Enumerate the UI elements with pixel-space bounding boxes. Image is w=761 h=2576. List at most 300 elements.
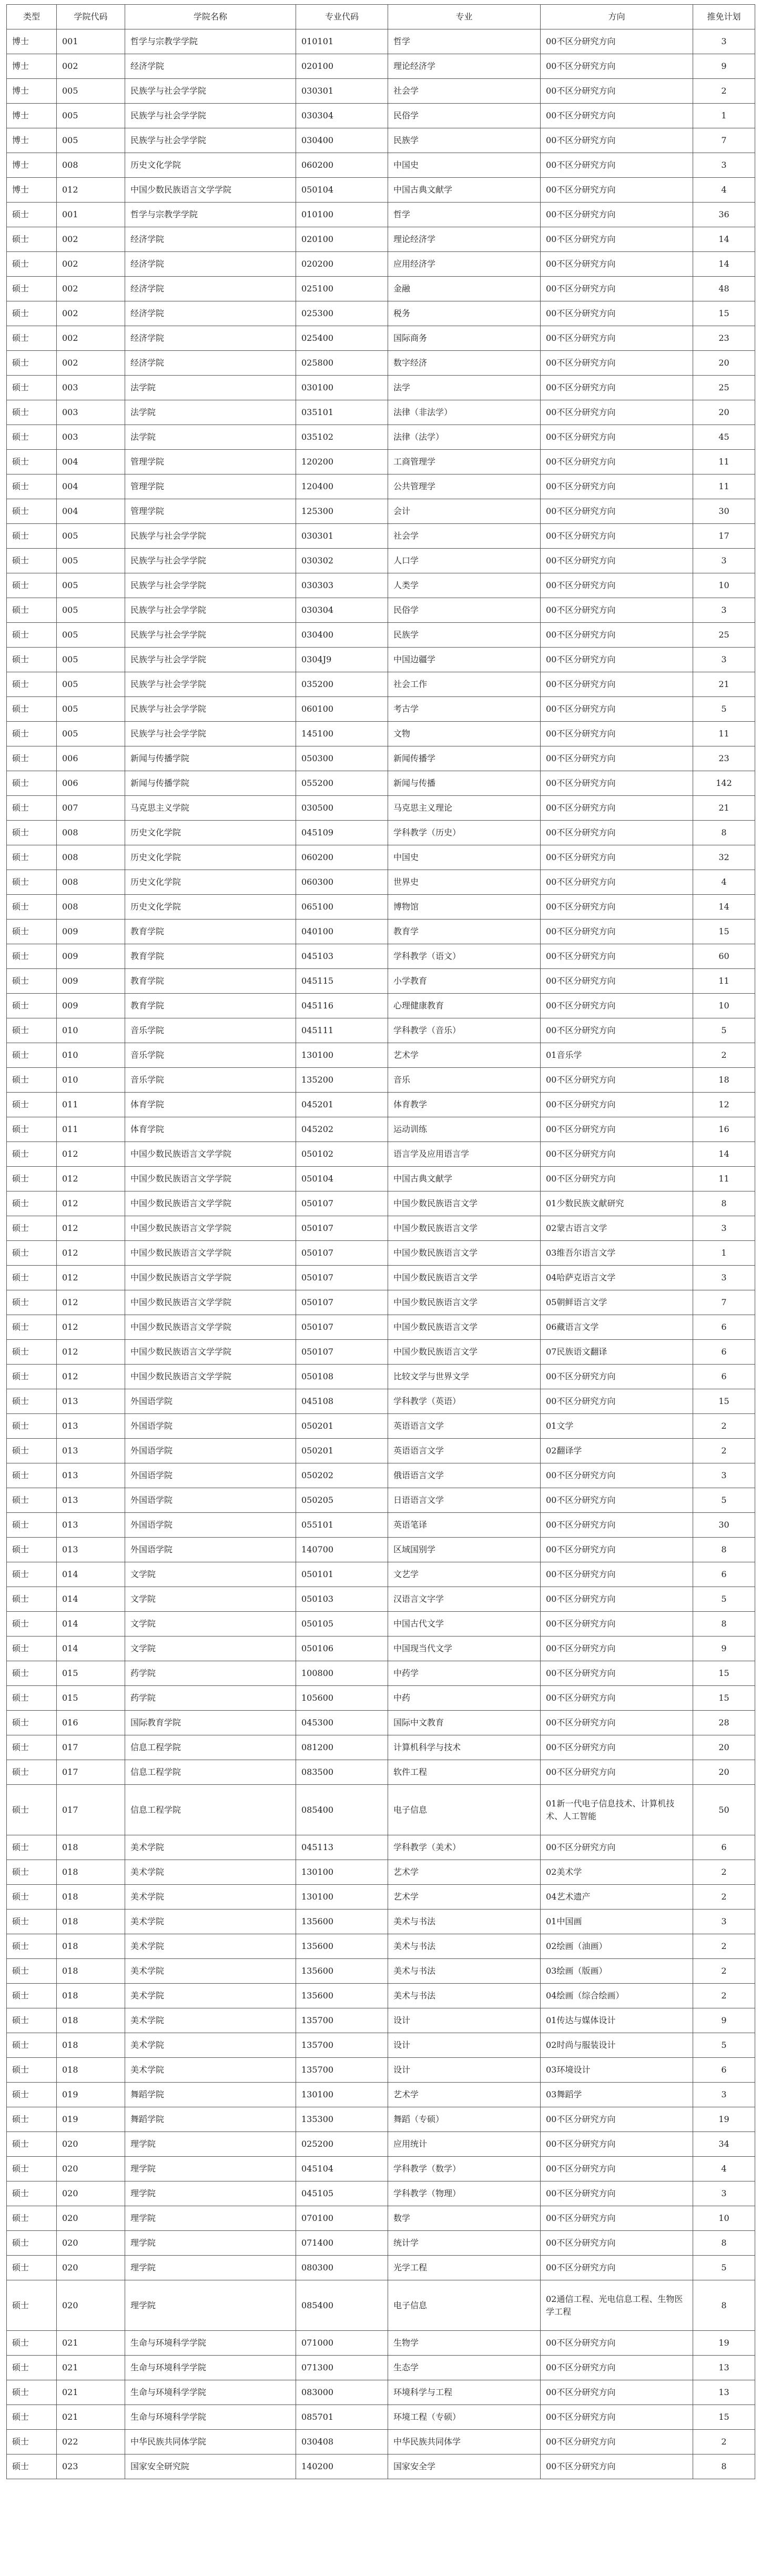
cell-college-code: 008 [57, 895, 125, 920]
cell-major-code: 060200 [296, 845, 388, 870]
cell-major-code: 081200 [296, 1735, 388, 1760]
cell-direction: 04艺术遗产 [541, 1885, 693, 1910]
cell-college-code: 004 [57, 474, 125, 499]
cell-college-code: 009 [57, 969, 125, 994]
cell-college-code: 012 [57, 1290, 125, 1315]
cell-major: 学科教学（英语） [388, 1389, 541, 1414]
cell-type: 博士 [7, 178, 57, 203]
cell-major-code: 080300 [296, 2256, 388, 2280]
cell-quota: 5 [693, 1587, 755, 1612]
cell-college-code: 011 [57, 1093, 125, 1117]
cell-type: 硕士 [7, 1340, 57, 1365]
cell-college-code: 023 [57, 2454, 125, 2479]
cell-direction: 00不区分研究方向 [541, 573, 693, 598]
table-row [7, 1463, 755, 1488]
cell-major-code: 055200 [296, 771, 388, 796]
cell-major-code: 135200 [296, 1068, 388, 1093]
table-row [7, 1043, 755, 1068]
table-row [7, 1711, 755, 1735]
cell-major: 国家安全学 [388, 2454, 541, 2479]
cell-college-code: 005 [57, 524, 125, 549]
cell-major: 环境工程（专硕） [388, 2405, 541, 2430]
cell-college-code: 010 [57, 1043, 125, 1068]
table-row [7, 1860, 755, 1885]
cell-quota: 2 [693, 2430, 755, 2454]
cell-quota: 36 [693, 203, 755, 227]
table-row [7, 351, 755, 376]
cell-major-code: 050107 [296, 1290, 388, 1315]
cell-college-code: 011 [57, 1117, 125, 1142]
cell-type: 硕士 [7, 821, 57, 845]
cell-major-code: 035200 [296, 672, 388, 697]
cell-type: 硕士 [7, 1414, 57, 1439]
cell-direction: 00不区分研究方向 [541, 1463, 693, 1488]
table-row [7, 227, 755, 252]
cell-college-name: 美术学院 [125, 1959, 296, 1984]
cell-direction: 00不区分研究方向 [541, 870, 693, 895]
cell-college-name: 民族学与社会学学院 [125, 697, 296, 722]
cell-major-code: 025800 [296, 351, 388, 376]
cell-major-code: 135600 [296, 1984, 388, 2008]
cell-major-code: 050107 [296, 1216, 388, 1241]
cell-direction: 00不区分研究方向 [541, 796, 693, 821]
cell-major: 心理健康教育 [388, 994, 541, 1018]
cell-college-name: 马克思主义学院 [125, 796, 296, 821]
cell-major: 民俗学 [388, 598, 541, 623]
cell-quota: 3 [693, 1910, 755, 1934]
cell-major: 博物馆 [388, 895, 541, 920]
cell-major: 计算机科学与技术 [388, 1735, 541, 1760]
cell-quota: 17 [693, 524, 755, 549]
cell-major: 体育教学 [388, 1093, 541, 1117]
cell-quota: 3 [693, 29, 755, 54]
table-row [7, 1735, 755, 1760]
cell-direction: 00不区分研究方向 [541, 994, 693, 1018]
table-row [7, 203, 755, 227]
cell-college-name: 中国少数民族语言文学学院 [125, 1142, 296, 1167]
cell-direction: 00不区分研究方向 [541, 524, 693, 549]
cell-college-name: 理学院 [125, 2280, 296, 2331]
cell-college-name: 民族学与社会学学院 [125, 598, 296, 623]
cell-major-code: 130100 [296, 1885, 388, 1910]
cell-college-code: 021 [57, 2331, 125, 2356]
cell-college-name: 中国少数民族语言文学学院 [125, 1266, 296, 1290]
cell-direction: 00不区分研究方向 [541, 1612, 693, 1636]
cell-type: 硕士 [7, 697, 57, 722]
cell-direction: 02时尚与服装设计 [541, 2033, 693, 2058]
cell-type: 硕士 [7, 1439, 57, 1463]
cell-college-name: 新闻与传播学院 [125, 746, 296, 771]
cell-college-code: 016 [57, 1711, 125, 1735]
header-row [7, 5, 755, 29]
table-row [7, 524, 755, 549]
table-row [7, 1018, 755, 1043]
cell-major-code: 045202 [296, 1117, 388, 1142]
cell-college-name: 理学院 [125, 2157, 296, 2181]
cell-direction: 00不区分研究方向 [541, 178, 693, 203]
cell-college-name: 文学院 [125, 1612, 296, 1636]
cell-major-code: 020100 [296, 54, 388, 79]
cell-major-code: 050105 [296, 1612, 388, 1636]
cell-quota: 3 [693, 549, 755, 573]
cell-quota: 9 [693, 1636, 755, 1661]
cell-college-name: 音乐学院 [125, 1068, 296, 1093]
cell-direction: 00不区分研究方向 [541, 1562, 693, 1587]
cell-college-code: 015 [57, 1661, 125, 1686]
cell-direction: 00不区分研究方向 [541, 2356, 693, 2380]
cell-major: 英语笔译 [388, 1513, 541, 1538]
cell-type: 硕士 [7, 1513, 57, 1538]
cell-type: 硕士 [7, 1365, 57, 1389]
cell-direction: 00不区分研究方向 [541, 227, 693, 252]
cell-college-code: 007 [57, 796, 125, 821]
cell-college-name: 信息工程学院 [125, 1785, 296, 1835]
header-college-code: 学院代码 [57, 5, 125, 29]
cell-type: 硕士 [7, 351, 57, 376]
cell-quota: 3 [693, 1463, 755, 1488]
cell-direction: 00不区分研究方向 [541, 944, 693, 969]
cell-college-name: 美术学院 [125, 1835, 296, 1860]
cell-major: 光学工程 [388, 2256, 541, 2280]
cell-major-code: 035101 [296, 400, 388, 425]
cell-college-name: 民族学与社会学学院 [125, 524, 296, 549]
cell-major: 美术与书法 [388, 1934, 541, 1959]
cell-type: 硕士 [7, 1389, 57, 1414]
cell-college-code: 005 [57, 573, 125, 598]
cell-type: 硕士 [7, 672, 57, 697]
cell-college-name: 外国语学院 [125, 1463, 296, 1488]
cell-type: 硕士 [7, 1984, 57, 2008]
cell-major: 艺术学 [388, 1885, 541, 1910]
cell-major: 语言学及应用语言学 [388, 1142, 541, 1167]
cell-college-code: 020 [57, 2181, 125, 2206]
table-row [7, 1885, 755, 1910]
cell-direction: 00不区分研究方向 [541, 1760, 693, 1785]
cell-type: 硕士 [7, 2058, 57, 2083]
cell-major-code: 050107 [296, 1315, 388, 1340]
cell-direction: 00不区分研究方向 [541, 1587, 693, 1612]
cell-major-code: 050103 [296, 1587, 388, 1612]
cell-direction: 00不区分研究方向 [541, 771, 693, 796]
table-row [7, 2280, 755, 2331]
cell-quota: 25 [693, 376, 755, 400]
cell-college-code: 004 [57, 450, 125, 474]
cell-quota: 6 [693, 1340, 755, 1365]
cell-major: 统计学 [388, 2231, 541, 2256]
cell-major-code: 045115 [296, 969, 388, 994]
cell-direction: 00不区分研究方向 [541, 376, 693, 400]
cell-major: 中国古代文学 [388, 1612, 541, 1636]
table-row [7, 1340, 755, 1365]
cell-college-name: 哲学与宗教学学院 [125, 203, 296, 227]
cell-college-code: 005 [57, 104, 125, 128]
cell-college-name: 外国语学院 [125, 1439, 296, 1463]
table-row [7, 29, 755, 54]
cell-type: 硕士 [7, 969, 57, 994]
cell-direction: 01传达与媒体设计 [541, 2008, 693, 2033]
table-row [7, 2058, 755, 2083]
cell-major: 日语语言文学 [388, 1488, 541, 1513]
cell-college-name: 美术学院 [125, 1934, 296, 1959]
cell-quota: 142 [693, 771, 755, 796]
cell-major: 新闻传播学 [388, 746, 541, 771]
cell-type: 硕士 [7, 2356, 57, 2380]
cell-major-code: 083000 [296, 2380, 388, 2405]
cell-major-code: 085400 [296, 1785, 388, 1835]
cell-type: 硕士 [7, 1043, 57, 1068]
cell-college-name: 哲学与宗教学学院 [125, 29, 296, 54]
table-row [7, 2356, 755, 2380]
cell-quota: 32 [693, 845, 755, 870]
cell-type: 硕士 [7, 1860, 57, 1885]
cell-college-name: 美术学院 [125, 1984, 296, 2008]
cell-major: 理论经济学 [388, 227, 541, 252]
cell-major: 中国边疆学 [388, 648, 541, 672]
table-row [7, 1934, 755, 1959]
cell-major: 哲学 [388, 203, 541, 227]
cell-quota: 13 [693, 2380, 755, 2405]
cell-type: 硕士 [7, 203, 57, 227]
cell-type: 硕士 [7, 1711, 57, 1735]
cell-college-code: 012 [57, 1340, 125, 1365]
cell-college-name: 经济学院 [125, 301, 296, 326]
cell-major: 数学 [388, 2206, 541, 2231]
cell-type: 硕士 [7, 474, 57, 499]
cell-type: 硕士 [7, 1290, 57, 1315]
cell-direction: 01音乐学 [541, 1043, 693, 1068]
table-row [7, 598, 755, 623]
cell-college-code: 008 [57, 821, 125, 845]
cell-quota: 13 [693, 2356, 755, 2380]
cell-major: 会计 [388, 499, 541, 524]
cell-type: 硕士 [7, 2083, 57, 2107]
cell-college-name: 中国少数民族语言文学学院 [125, 1216, 296, 1241]
cell-quota: 19 [693, 2331, 755, 2356]
cell-college-code: 018 [57, 1934, 125, 1959]
cell-direction: 00不区分研究方向 [541, 1093, 693, 1117]
cell-college-code: 009 [57, 920, 125, 944]
table-row [7, 1142, 755, 1167]
cell-quota: 30 [693, 1513, 755, 1538]
cell-major: 法学 [388, 376, 541, 400]
cell-major-code: 050107 [296, 1340, 388, 1365]
cell-direction: 00不区分研究方向 [541, 1167, 693, 1191]
cell-direction: 00不区分研究方向 [541, 2380, 693, 2405]
cell-major: 软件工程 [388, 1760, 541, 1785]
cell-major-code: 120400 [296, 474, 388, 499]
cell-major: 人口学 [388, 549, 541, 573]
cell-direction: 00不区分研究方向 [541, 2157, 693, 2181]
cell-college-name: 民族学与社会学学院 [125, 672, 296, 697]
cell-direction: 00不区分研究方向 [541, 2181, 693, 2206]
cell-major: 中国少数民族语言文学 [388, 1216, 541, 1241]
cell-direction: 00不区分研究方向 [541, 2231, 693, 2256]
cell-major-code: 040100 [296, 920, 388, 944]
cell-major-code: 0304J9 [296, 648, 388, 672]
cell-major: 中国古典文献学 [388, 1167, 541, 1191]
cell-type: 硕士 [7, 1538, 57, 1562]
table-row [7, 153, 755, 178]
table-row [7, 771, 755, 796]
cell-major: 中国现当代文学 [388, 1636, 541, 1661]
cell-college-name: 法学院 [125, 376, 296, 400]
cell-direction: 00不区分研究方向 [541, 1365, 693, 1389]
cell-college-code: 003 [57, 376, 125, 400]
cell-major: 中国少数民族语言文学 [388, 1191, 541, 1216]
cell-college-name: 体育学院 [125, 1117, 296, 1142]
cell-quota: 2 [693, 1439, 755, 1463]
cell-college-code: 014 [57, 1562, 125, 1587]
table-row [7, 2181, 755, 2206]
table-row [7, 1910, 755, 1934]
cell-direction: 04哈萨克语言文学 [541, 1266, 693, 1290]
cell-quota: 2 [693, 1885, 755, 1910]
cell-quota: 5 [693, 1488, 755, 1513]
cell-college-code: 012 [57, 178, 125, 203]
cell-quota: 14 [693, 252, 755, 277]
cell-college-name: 外国语学院 [125, 1414, 296, 1439]
cell-college-code: 018 [57, 1959, 125, 1984]
table-row [7, 1612, 755, 1636]
cell-major: 设计 [388, 2058, 541, 2083]
cell-quota: 11 [693, 474, 755, 499]
cell-major-code: 050205 [296, 1488, 388, 1513]
cell-major: 民族学 [388, 623, 541, 648]
cell-quota: 14 [693, 895, 755, 920]
cell-type: 硕士 [7, 1463, 57, 1488]
cell-direction: 00不区分研究方向 [541, 2107, 693, 2132]
cell-type: 硕士 [7, 796, 57, 821]
cell-major-code: 025300 [296, 301, 388, 326]
cell-college-code: 018 [57, 1860, 125, 1885]
table-row [7, 1191, 755, 1216]
cell-direction: 05朝鲜语言文学 [541, 1290, 693, 1315]
cell-quota: 8 [693, 2454, 755, 2479]
cell-major: 新闻与传播 [388, 771, 541, 796]
cell-type: 硕士 [7, 1093, 57, 1117]
cell-quota: 3 [693, 648, 755, 672]
cell-college-code: 005 [57, 697, 125, 722]
table-row [7, 1117, 755, 1142]
cell-quota: 45 [693, 425, 755, 450]
cell-college-code: 006 [57, 746, 125, 771]
cell-direction: 00不区分研究方向 [541, 351, 693, 376]
table-row [7, 549, 755, 573]
cell-direction: 02蒙古语言文学 [541, 1216, 693, 1241]
cell-quota: 9 [693, 54, 755, 79]
cell-college-name: 外国语学院 [125, 1538, 296, 1562]
cell-type: 硕士 [7, 252, 57, 277]
cell-type: 硕士 [7, 870, 57, 895]
cell-type: 硕士 [7, 598, 57, 623]
cell-direction: 00不区分研究方向 [541, 1538, 693, 1562]
cell-type: 硕士 [7, 920, 57, 944]
table-row [7, 821, 755, 845]
cell-college-code: 012 [57, 1142, 125, 1167]
cell-major-code: 030304 [296, 104, 388, 128]
cell-college-code: 012 [57, 1191, 125, 1216]
cell-college-code: 002 [57, 301, 125, 326]
cell-college-name: 美术学院 [125, 1910, 296, 1934]
cell-major: 学科教学（美术） [388, 1835, 541, 1860]
cell-college-code: 005 [57, 598, 125, 623]
cell-type: 博士 [7, 153, 57, 178]
cell-college-name: 理学院 [125, 2256, 296, 2280]
cell-college-code: 021 [57, 2405, 125, 2430]
cell-quota: 20 [693, 1735, 755, 1760]
cell-quota: 2 [693, 79, 755, 104]
cell-type: 硕士 [7, 722, 57, 746]
cell-direction: 00不区分研究方向 [541, 400, 693, 425]
cell-college-name: 美术学院 [125, 2033, 296, 2058]
cell-type: 硕士 [7, 1661, 57, 1686]
cell-quota: 2 [693, 1934, 755, 1959]
cell-college-code: 012 [57, 1216, 125, 1241]
cell-quota: 16 [693, 1117, 755, 1142]
cell-college-code: 013 [57, 1538, 125, 1562]
cell-college-name: 药学院 [125, 1661, 296, 1686]
cell-major-code: 030304 [296, 598, 388, 623]
cell-type: 硕士 [7, 573, 57, 598]
cell-major-code: 130100 [296, 1860, 388, 1885]
cell-college-name: 药学院 [125, 1686, 296, 1711]
table-row [7, 2132, 755, 2157]
table-row [7, 573, 755, 598]
cell-type: 硕士 [7, 746, 57, 771]
cell-college-code: 018 [57, 2058, 125, 2083]
cell-major-code: 065100 [296, 895, 388, 920]
cell-major-code: 050300 [296, 746, 388, 771]
cell-type: 硕士 [7, 425, 57, 450]
cell-type: 硕士 [7, 499, 57, 524]
cell-major-code: 060100 [296, 697, 388, 722]
cell-college-name: 民族学与社会学学院 [125, 573, 296, 598]
cell-quota: 21 [693, 796, 755, 821]
cell-major: 中国史 [388, 845, 541, 870]
cell-direction: 00不区分研究方向 [541, 203, 693, 227]
cell-major-code: 030302 [296, 549, 388, 573]
cell-college-code: 008 [57, 870, 125, 895]
table-row [7, 252, 755, 277]
table-row [7, 326, 755, 351]
cell-college-name: 经济学院 [125, 326, 296, 351]
cell-major-code: 085701 [296, 2405, 388, 2430]
cell-type: 硕士 [7, 1885, 57, 1910]
cell-college-code: 014 [57, 1636, 125, 1661]
table-row [7, 2033, 755, 2058]
cell-direction: 00不区分研究方向 [541, 1142, 693, 1167]
cell-type: 硕士 [7, 400, 57, 425]
cell-college-code: 019 [57, 2107, 125, 2132]
cell-type: 硕士 [7, 1934, 57, 1959]
cell-major: 文艺学 [388, 1562, 541, 1587]
cell-quota: 10 [693, 573, 755, 598]
cell-major: 汉语言文字学 [388, 1587, 541, 1612]
cell-college-code: 002 [57, 326, 125, 351]
table-row [7, 499, 755, 524]
cell-major-code: 045104 [296, 2157, 388, 2181]
cell-quota: 10 [693, 2206, 755, 2231]
table-row [7, 1068, 755, 1093]
cell-major: 英语语言文学 [388, 1414, 541, 1439]
cell-college-name: 中国少数民族语言文学学院 [125, 1315, 296, 1340]
cell-college-name: 音乐学院 [125, 1018, 296, 1043]
cell-major-code: 071400 [296, 2231, 388, 2256]
cell-major-code: 045103 [296, 944, 388, 969]
cell-major-code: 045201 [296, 1093, 388, 1117]
cell-quota: 25 [693, 623, 755, 648]
cell-college-name: 音乐学院 [125, 1043, 296, 1068]
